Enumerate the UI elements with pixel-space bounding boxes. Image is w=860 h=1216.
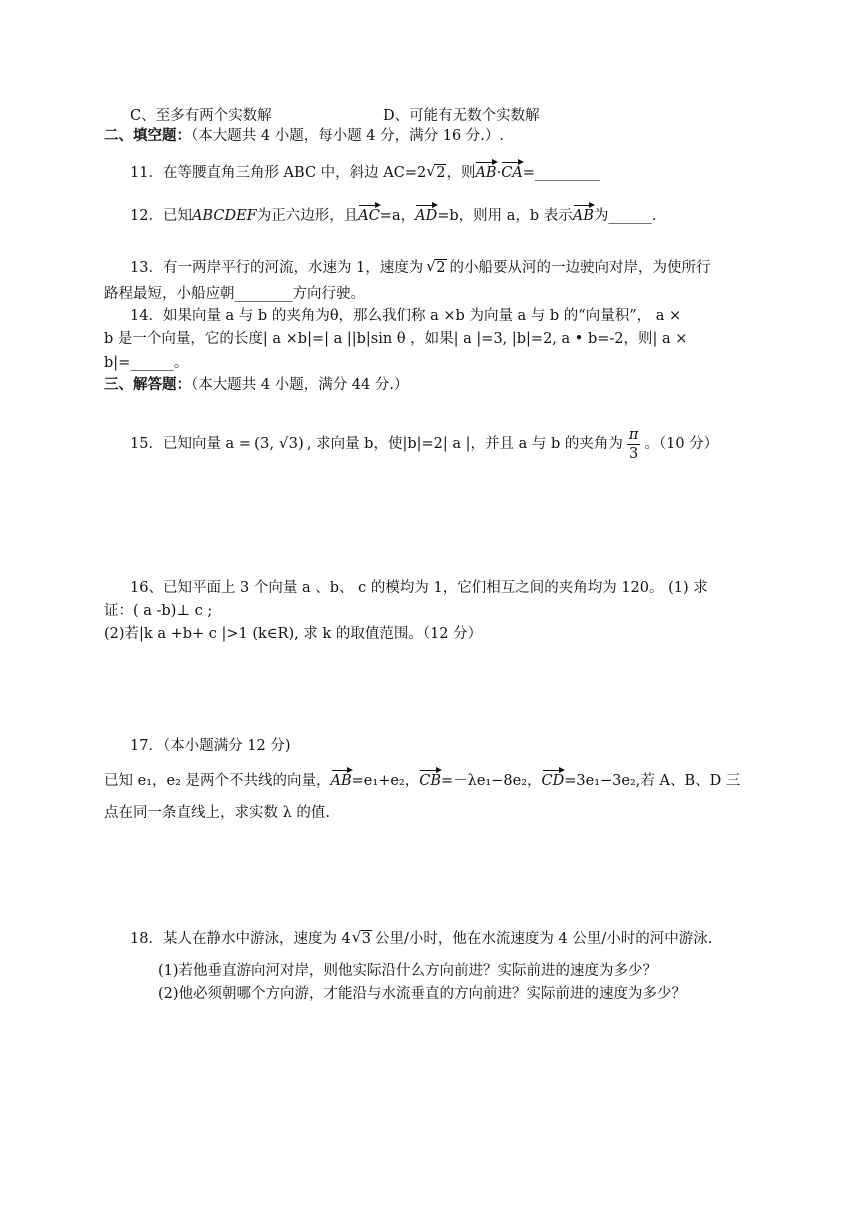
q11-dot: ·	[496, 165, 502, 181]
q12-text-3: =a，	[379, 208, 416, 224]
q13-text-2: 的小船要从河的一边驶向对岸，为使所行	[449, 260, 711, 276]
question-15	[130, 423, 718, 463]
question-13-line-1	[130, 258, 711, 278]
q18-sqrt: √ 3	[352, 929, 372, 949]
q17-text-3: =－λe₁−8e₂，	[441, 773, 542, 789]
question-18-sub-2: (2)他必须朝哪个方向游，才能沿与水流垂直的方向前进？实际前进的速度为多少？	[158, 986, 687, 1002]
question-18-sub-1: (1)若他垂直游向河对岸，则他实际沿什么方向前进？实际前进的速度为多少？	[158, 963, 658, 979]
q17-text-2: =e₁+e₂，	[351, 773, 420, 789]
section-3-header	[104, 375, 408, 395]
q13-sqrt: √ 2	[426, 258, 446, 278]
question-18-line-1	[130, 929, 712, 949]
q15-text-2: , 求向量 b，使|b|=2| a |，并且 a 与 b 的夹角为	[306, 436, 623, 452]
q17-text-4: =3e₁−3e₂,若 A、B、D 三	[564, 773, 741, 789]
q12-text-2: 为正六边形，且	[256, 208, 359, 224]
q17-vector-cb: CB	[419, 773, 441, 789]
q11-blank: =_________	[522, 165, 601, 181]
option-d: D、可能有无数个实数解	[383, 108, 540, 124]
question-17-header: 17．（本小题满分 12 分)	[130, 738, 291, 754]
q13-text-1: 13．有一两岸平行的河流，水速为 1，速度为	[130, 260, 424, 276]
question-16-line-1: 16、已知平面上 3 个向量 a 、b、 c 的模均为 1，它们相互之间的夹角均为 120。 (1) 求	[130, 580, 708, 596]
q15-vector-value: (3, √3)	[253, 434, 304, 452]
q15-text-1: 15．已知向量 a =	[130, 436, 251, 452]
q18-text-2: 公里/小时，他在水流速度为 4 公里/小时的河中游泳.	[375, 931, 713, 947]
question-14-line-2: b 是一个向量，它的长度| a ×b|=| a ||b|sin θ ，如果| a |=3, |b|=2, a • b=-2，则| a ×	[104, 331, 688, 347]
q11-vector-ab: AB	[475, 165, 497, 181]
question-13-line-2: 路程最短，小船应朝________方向行驶。	[104, 286, 365, 302]
q12-blank: 为______.	[593, 208, 657, 224]
q11-text-1: 11．在等腰直角三角形 ABC 中，斜边 AC=	[130, 165, 417, 181]
q11-sqrt: √ 2	[426, 163, 446, 183]
q17-vector-ab: AB	[330, 773, 352, 789]
question-17-line-2: 点在同一条直线上，求实数 λ 的值.	[104, 805, 331, 821]
section-3-heading: 三、解答题：	[104, 376, 191, 393]
q11-vector-ca: CA	[501, 165, 523, 181]
section-2-note: （本大题共 4 小题，每小题 4 分，满分 16 分.）.	[191, 128, 505, 144]
question-14-line-3: b|=______。	[104, 355, 189, 371]
q12-text-4: =b，则用 a，b 表示	[437, 208, 573, 224]
q11-coef: 2	[416, 165, 427, 181]
q12-vector-ab: AB	[572, 208, 594, 224]
section-2-heading: 二、填空题：	[104, 127, 191, 144]
q12-vector-ad: AD	[415, 208, 438, 224]
question-12	[130, 206, 657, 226]
section-3-note: （本大题共 4 小题，满分 44 分.）	[191, 377, 409, 393]
q12-text-1: 12．已知	[130, 208, 192, 224]
q15-fraction: $\frac{\pi}{3}$	[628, 426, 639, 462]
q11-text-2: ，则	[446, 165, 476, 181]
question-16-line-3: (2)若|k a +b+ c |>1 (k∈R), 求 k 的取值范围。（12 分）	[104, 626, 483, 642]
q12-vector-ac: AC	[358, 208, 380, 224]
option-c: C、至多有两个实数解	[130, 108, 272, 124]
q18-text-1: 18．某人在静水中游泳，速度为 4	[130, 931, 351, 947]
question-17-line-1	[104, 771, 740, 791]
q17-vector-cd: CD	[541, 773, 565, 789]
q12-polygon: ABCDEF	[191, 208, 257, 224]
q17-text-1: 已知 e₁，e₂ 是两个不共线的向量，	[104, 773, 331, 789]
section-2-header	[104, 126, 504, 146]
question-11	[130, 163, 600, 183]
q15-text-3: 。（10 分）	[644, 436, 719, 452]
question-14-line-1: 14．如果向量 a 与 b 的夹角为θ，那么我们称 a ×b 为向量 a 与 b 的“向量积”， a ×	[130, 308, 682, 324]
question-16-line-2: 证：( a -b)⊥ c ;	[104, 603, 213, 619]
